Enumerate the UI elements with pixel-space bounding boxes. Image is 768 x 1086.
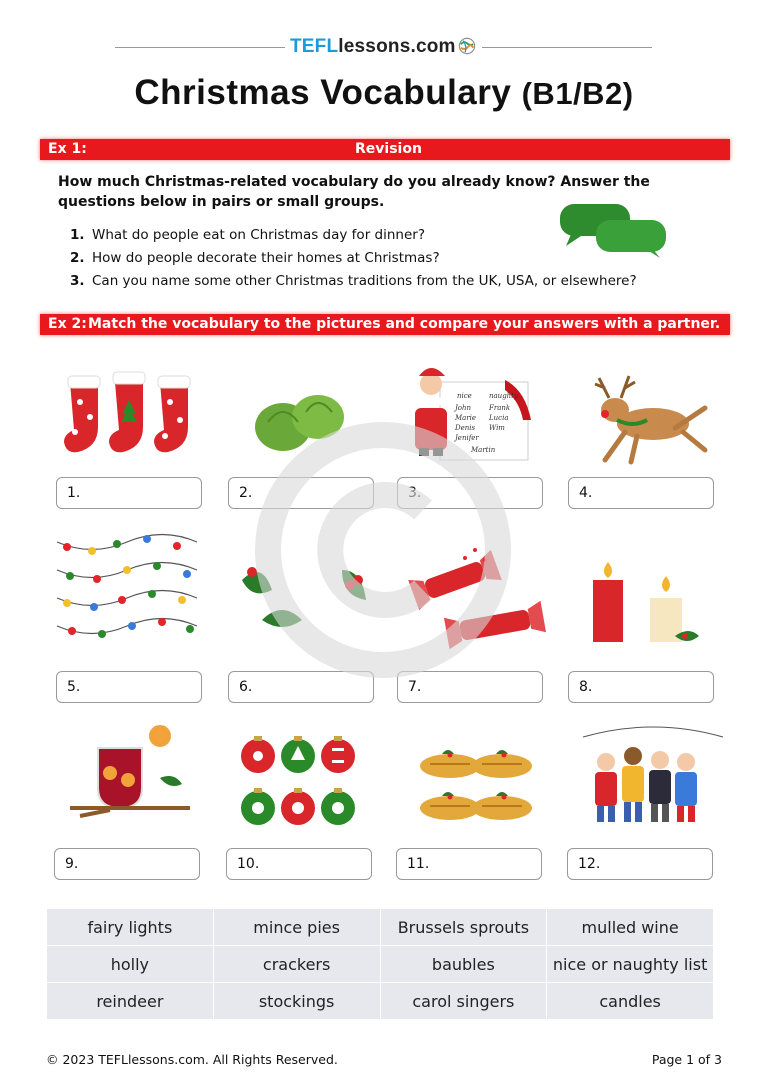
word-bank-row	[47, 946, 714, 983]
word-bank	[46, 908, 714, 1020]
answer-box-1[interactable]: 1.	[56, 477, 202, 509]
word-bank-cell: mince pies	[213, 909, 380, 946]
svg-text:Marie: Marie	[455, 414, 477, 422]
ex2-label: Ex 2:	[48, 316, 87, 332]
candles-icon	[575, 540, 725, 650]
mince-pies-icon	[412, 736, 562, 846]
word-bank-cell: nice or naughty list	[547, 946, 714, 983]
crackers-icon	[405, 540, 555, 650]
ex1-heading: Revision	[355, 141, 422, 157]
svg-text:Wim: Wim	[489, 424, 505, 432]
answer-box-6[interactable]: 6.	[228, 671, 374, 703]
carol-singers-icon	[578, 722, 728, 832]
answer-box-9[interactable]: 9.	[54, 848, 200, 880]
question-1: 1. What do people eat on Christmas day for dinner?	[70, 227, 425, 243]
page-title: Christmas Vocabulary (B1/B2)	[134, 73, 634, 112]
ex2-header-bar	[40, 314, 730, 335]
answer-box-5[interactable]: 5.	[56, 671, 202, 703]
mulled-wine-icon	[60, 718, 210, 828]
svg-text:Lucia: Lucia	[489, 414, 509, 422]
word-bank-cell: mulled wine	[547, 909, 714, 946]
ex1-header-bar	[40, 139, 730, 160]
logo-rule-right	[482, 47, 652, 48]
answer-box-7[interactable]: 7.	[397, 671, 543, 703]
word-bank-cell: holly	[47, 946, 214, 983]
svg-text:Frank: Frank	[489, 404, 511, 412]
globe-icon	[458, 37, 476, 55]
word-bank-cell: Brussels sprouts	[380, 909, 547, 946]
answer-box-4[interactable]: 4.	[568, 477, 714, 509]
ex2-instruction: Match the vocabulary to the pictures and compare your answers with a partner.	[88, 316, 721, 332]
baubles-icon	[232, 728, 382, 838]
word-bank-cell: crackers	[213, 946, 380, 983]
list-header-nice: nice	[457, 392, 472, 400]
word-bank-cell: baubles	[380, 946, 547, 983]
word-bank-cell: fairy lights	[47, 909, 214, 946]
word-bank-cell: candles	[547, 983, 714, 1020]
answer-box-8[interactable]: 8.	[568, 671, 714, 703]
list-header-naughty: naughty	[489, 392, 518, 400]
stockings-icon	[60, 362, 210, 472]
answer-box-12[interactable]: 12.	[567, 848, 713, 880]
word-bank-cell: reindeer	[47, 983, 214, 1020]
word-bank-row	[47, 983, 714, 1020]
fairy-lights-icon	[52, 530, 202, 640]
answer-box-2[interactable]: 2.	[228, 477, 374, 509]
holly-icon	[232, 540, 382, 650]
footer-page-number: Page 1 of 3	[651, 1052, 722, 1067]
answer-box-3[interactable]: 3.	[397, 477, 543, 509]
word-bank-cell: stockings	[213, 983, 380, 1020]
svg-text:Martin: Martin	[471, 446, 496, 454]
reindeer-icon	[575, 362, 725, 472]
logo-rule-left	[115, 47, 285, 48]
svg-text:Jenifer: Jenifer	[455, 434, 479, 442]
site-logo: TEFLlessons.com	[290, 36, 456, 57]
answer-box-11[interactable]: 11.	[396, 848, 542, 880]
answer-box-10[interactable]: 10.	[226, 848, 372, 880]
question-2: 2. How do people decorate their homes at Christmas?	[70, 250, 440, 266]
svg-text:Denis: Denis	[455, 424, 476, 432]
question-3: 3. Can you name some other Christmas traditions from the UK, USA, or elsewhere?	[70, 273, 637, 289]
svg-text:John: John	[455, 404, 472, 412]
speech-bubbles-icon	[558, 202, 670, 260]
nice-naughty-list-icon	[405, 362, 555, 472]
brussels-sprouts-icon	[228, 362, 378, 472]
word-bank-row	[47, 909, 714, 946]
ex1-label: Ex 1:	[48, 141, 87, 157]
ex1-intro: How much Christmas-related vocabulary do you already know? Answer the questions below in pairs or small groups.	[58, 174, 650, 210]
word-bank-cell: carol singers	[380, 983, 547, 1020]
footer-copyright: © 2023 TEFLlessons.com. All Rights Reserved.	[46, 1052, 338, 1067]
